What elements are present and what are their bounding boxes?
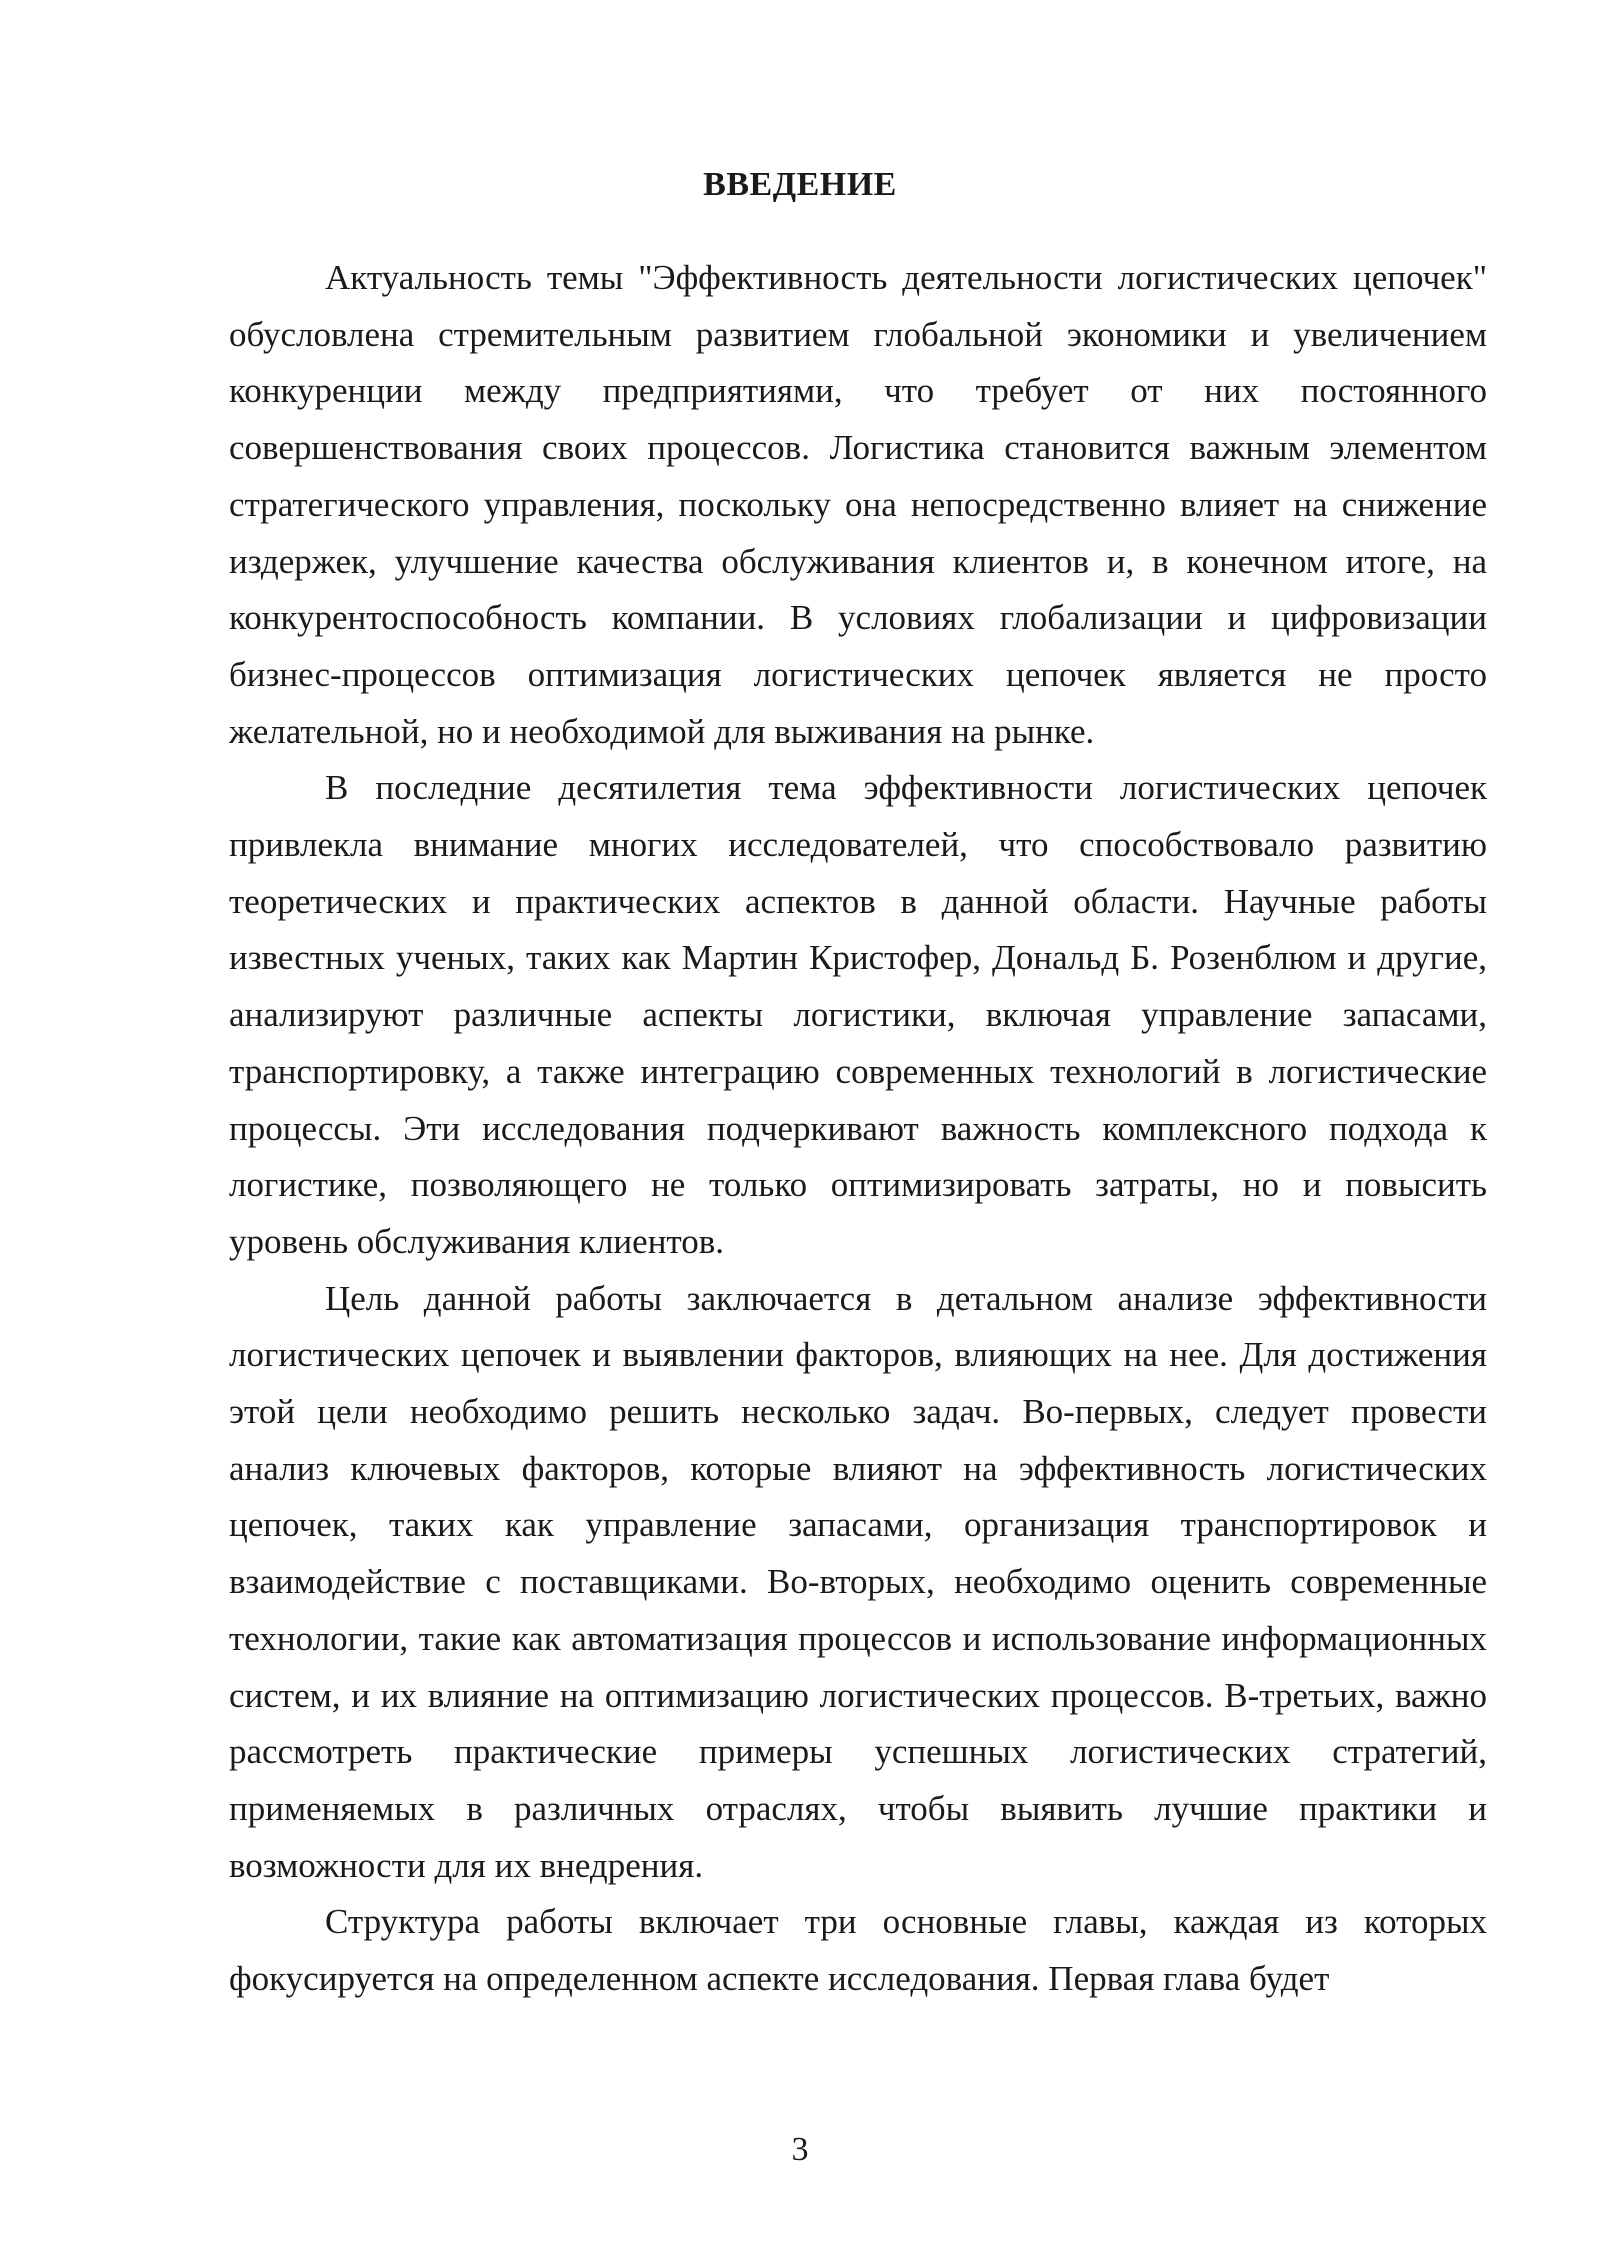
page-number: 3 [791,2131,809,2168]
paragraph-literature-review: В последние десятилетия тема эффективности логистических цепочек привлекла внимание многих исследователей, что способствовало развитию теоретических и практических аспектов в данной области. Научные работы известных ученых, таких как Мартин Кристофер, Дональд Б. Розенблюм и другие, анализируют различные аспекты логистики, включая управление запасами, транспортировку, а также интеграцию современных технологий в логистические процессы. Эти исследования подчеркивают важность комплексного подхода к логистике, позволяющего не только оптимизировать затраты, но и повысить уровень обслуживания клиентов. [229,768,1487,1261]
body-text [229,250,1487,2008]
paragraph-structure: Структура работы включает три основные главы, каждая из которых фокусируется на определенном аспекте исследования. Первая глава будет [229,1902,1487,1999]
paragraph-relevance: Актуальность темы "Эффективность деятельности логистических цепочек" обусловлена стремительным развитием глобальной экономики и увеличением конкуренции между предприятиями, что требует от них постоянного совершенствования своих процессов. Логистика становится важным элементом стратегического управления, поскольку она непосредственно влияет на снижение издержек, улучшение качества обслуживания клиентов и, в конечном итоге, на конкурентоспособность компании. В условиях глобализации и цифровизации бизнес-процессов оптимизация логистических цепочек является не просто желательной, но и необходимой для выживания на рынке. [229,258,1487,751]
section-heading: ВВЕДЕНИЕ [703,166,897,203]
paragraph-goals: Цель данной работы заключается в детальном анализе эффективности логистических цепочек и выявлении факторов, влияющих на нее. Для достижения этой цели необходимо решить несколько задач. Во-первых, следует провести анализ ключевых факторов, которые влияют на эффективность логистических цепочек, таких как управление запасами, организация транспортировок и взаимодействие с поставщиками. Во-вторых, необходимо оценить современные технологии, такие как автоматизация процессов и использование информационных систем, и их влияние на оптимизацию логистических процессов. В-третьих, важно рассмотреть практические примеры успешных логистических стратегий, применяемых в различных отраслях, чтобы выявить лучшие практики и возможности для их внедрения. [229,1278,1487,1885]
